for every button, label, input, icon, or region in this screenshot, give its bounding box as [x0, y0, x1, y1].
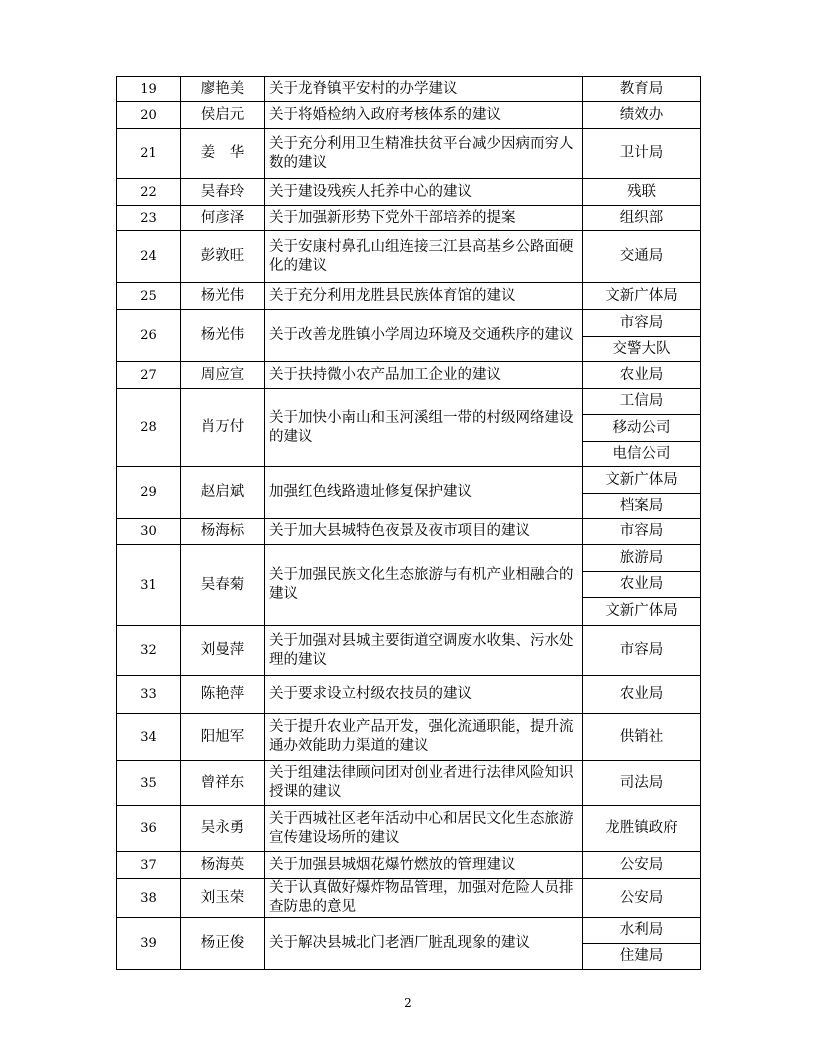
proposal-title: 关于提升农业产品开发，强化流通职能，提升流通办效能助力渠道的建议	[265, 714, 583, 761]
table-row	[117, 545, 701, 572]
table-row	[117, 179, 701, 206]
handling-department: 文新广体局	[583, 598, 701, 626]
handling-department: 电信公司	[583, 442, 701, 467]
handling-department: 市容局	[583, 519, 701, 545]
handling-department: 文新广体局	[583, 283, 701, 310]
handling-department: 档案局	[583, 494, 701, 519]
proposal-title: 关于认真做好爆炸物品管理，加强对危险人员排查防患的意见	[265, 879, 583, 918]
handling-department: 移动公司	[583, 415, 701, 442]
handling-department: 龙胜镇政府	[583, 806, 701, 852]
table-row	[117, 310, 701, 337]
row-number: 24	[117, 231, 181, 283]
row-number: 32	[117, 626, 181, 676]
row-number: 30	[117, 519, 181, 545]
proposal-title: 关于加大县城特色夜景及夜市项目的建议	[265, 519, 583, 545]
proposal-title: 关于将婚检纳入政府考核体系的建议	[265, 102, 583, 129]
proposal-title: 关于西城社区老年活动中心和居民文化生态旅游宣传建设场所的建议	[265, 806, 583, 852]
proposal-title: 关于安康村鼻孔山组连接三江县高基乡公路面硬化的建议	[265, 231, 583, 283]
table-row	[117, 806, 701, 852]
proposal-title: 关于充分利用龙胜县民族体育馆的建议	[265, 283, 583, 310]
proposal-title: 关于充分利用卫生精准扶贫平台减少因病而穷人数的建议	[265, 129, 583, 179]
table-row	[117, 362, 701, 389]
row-number: 27	[117, 362, 181, 389]
table-row	[117, 519, 701, 545]
handling-department: 供销社	[583, 714, 701, 761]
proposer-name: 肖万付	[181, 389, 265, 467]
table-row	[117, 676, 701, 714]
proposer-name: 杨光伟	[181, 310, 265, 362]
proposer-name: 杨海标	[181, 519, 265, 545]
proposal-title: 关于解决县城北门老酒厂脏乱现象的建议	[265, 918, 583, 970]
table-row	[117, 283, 701, 310]
row-number: 25	[117, 283, 181, 310]
proposer-name: 廖艳美	[181, 77, 265, 102]
proposer-name: 吴春玲	[181, 179, 265, 206]
row-number: 39	[117, 918, 181, 970]
proposal-title: 关于加强对县城主要街道空调废水收集、污水处理的建议	[265, 626, 583, 676]
handling-department: 农业局	[583, 676, 701, 714]
row-number: 21	[117, 129, 181, 179]
proposer-name: 阳旭军	[181, 714, 265, 761]
proposal-title: 加强红色线路遗址修复保护建议	[265, 467, 583, 519]
proposal-title: 关于加强县城烟花爆竹燃放的管理建议	[265, 852, 583, 879]
handling-department: 公安局	[583, 852, 701, 879]
handling-department: 工信局	[583, 389, 701, 415]
proposal-title: 关于要求设立村级农技员的建议	[265, 676, 583, 714]
table-row	[117, 129, 701, 179]
row-number: 34	[117, 714, 181, 761]
proposer-name: 杨正俊	[181, 918, 265, 970]
proposal-title: 关于加快小南山和玉河溪组一带的村级网络建设的建议	[265, 389, 583, 467]
proposer-name: 陈艳萍	[181, 676, 265, 714]
handling-department: 农业局	[583, 572, 701, 598]
proposer-name: 何彦泽	[181, 206, 265, 231]
table-row	[117, 389, 701, 415]
row-number: 20	[117, 102, 181, 129]
proposer-name: 吴春菊	[181, 545, 265, 626]
handling-department: 卫计局	[583, 129, 701, 179]
handling-department: 教育局	[583, 77, 701, 102]
proposer-name: 杨光伟	[181, 283, 265, 310]
row-number: 35	[117, 761, 181, 806]
table-row	[117, 918, 701, 944]
proposer-name: 吴永勇	[181, 806, 265, 852]
handling-department: 交警大队	[583, 337, 701, 362]
proposer-name: 杨海英	[181, 852, 265, 879]
table-row	[117, 231, 701, 283]
row-number: 36	[117, 806, 181, 852]
table-row	[117, 467, 701, 494]
table-row	[117, 206, 701, 231]
table-row	[117, 77, 701, 102]
row-number: 31	[117, 545, 181, 626]
proposer-name: 刘曼萍	[181, 626, 265, 676]
proposal-title: 关于加强新形势下党外干部培养的提案	[265, 206, 583, 231]
proposal-table-body	[117, 77, 701, 970]
handling-department: 司法局	[583, 761, 701, 806]
proposer-name: 刘玉荣	[181, 879, 265, 918]
proposer-name: 周应宣	[181, 362, 265, 389]
page-number: 2	[404, 996, 412, 1010]
handling-department: 市容局	[583, 310, 701, 337]
handling-department: 住建局	[583, 944, 701, 970]
handling-department: 农业局	[583, 362, 701, 389]
table-row	[117, 761, 701, 806]
table-row	[117, 879, 701, 918]
row-number: 23	[117, 206, 181, 231]
row-number: 38	[117, 879, 181, 918]
proposal-title: 关于龙脊镇平安村的办学建议	[265, 77, 583, 102]
row-number: 28	[117, 389, 181, 467]
handling-department: 市容局	[583, 626, 701, 676]
proposer-name: 赵启斌	[181, 467, 265, 519]
row-number: 26	[117, 310, 181, 362]
handling-department: 组织部	[583, 206, 701, 231]
proposal-title: 关于建设残疾人托养中心的建议	[265, 179, 583, 206]
table-row	[117, 626, 701, 676]
handling-department: 水利局	[583, 918, 701, 944]
row-number: 37	[117, 852, 181, 879]
handling-department: 公安局	[583, 879, 701, 918]
row-number: 33	[117, 676, 181, 714]
row-number: 19	[117, 77, 181, 102]
proposal-title: 关于加强民族文化生态旅游与有机产业相融合的建议	[265, 545, 583, 626]
row-number: 29	[117, 467, 181, 519]
handling-department: 交通局	[583, 231, 701, 283]
handling-department: 旅游局	[583, 545, 701, 572]
proposer-name: 姜 华	[181, 129, 265, 179]
table-row	[117, 714, 701, 761]
handling-department: 文新广体局	[583, 467, 701, 494]
table-row	[117, 102, 701, 129]
proposer-name: 曾祥东	[181, 761, 265, 806]
handling-department: 残联	[583, 179, 701, 206]
proposer-name: 侯启元	[181, 102, 265, 129]
handling-department: 绩效办	[583, 102, 701, 129]
proposal-title: 关于改善龙胜镇小学周边环境及交通秩序的建议	[265, 310, 583, 362]
proposal-table	[116, 76, 701, 970]
proposer-name: 彭敦旺	[181, 231, 265, 283]
row-number: 22	[117, 179, 181, 206]
proposal-title: 关于组建法律顾问团对创业者进行法律风险知识授课的建议	[265, 761, 583, 806]
proposal-title: 关于扶持微小农产品加工企业的建议	[265, 362, 583, 389]
table-row	[117, 852, 701, 879]
